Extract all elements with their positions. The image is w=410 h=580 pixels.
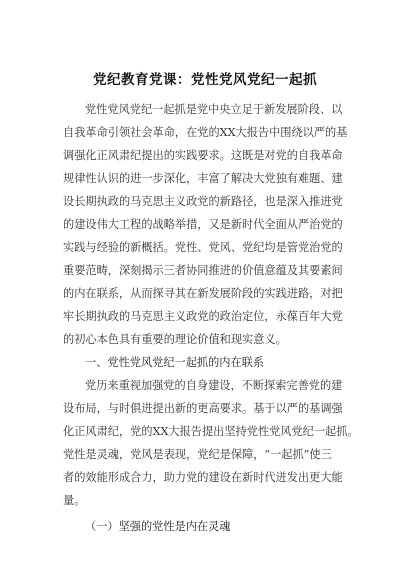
paragraph-line: 实践与经验的新概括。党性、党风、党纪均是管党治党的 xyxy=(63,241,343,254)
paragraph-line: 的初心本色具有重要的理论价值和现实意义。 xyxy=(63,333,287,346)
paragraph-line: 党历来重视加强党的自身建设，不断探索完善党的建 xyxy=(85,379,343,392)
paragraph-line: 自我革命引领社会革命，在党的XX大报告中围绕以严的基 xyxy=(63,126,348,139)
section-heading: 一、党性党风党纪一起抓的内在联系 xyxy=(85,356,265,369)
paragraph-line: 设长期执政的马克思主义政党的新路径，也是深入推进党 xyxy=(63,195,343,208)
paragraph-line: 设布局，与时俱进提出新的更高要求。基于以严的基调强 xyxy=(63,402,343,415)
paragraph-line: 牢长期执政的马克思主义政党的政治定位，永葆百年大党 xyxy=(63,310,343,323)
subsection-heading: （一）坚强的党性是内在灵魂 xyxy=(85,520,231,533)
paragraph-line: 的内在联系，从而探寻其在新发展阶段的实践进路，对把 xyxy=(63,287,343,300)
paragraph-line: 规律性认识的进一步深化，丰富了解决大党独有难题、建 xyxy=(63,172,343,185)
document-title: 党纪教育党课：党性党风党纪一起抓 xyxy=(93,72,317,88)
paragraph-line: 的建设伟大工程的战略举措，又是新时代全面从严治党的 xyxy=(63,218,343,231)
paragraph-line: 量。 xyxy=(63,494,86,507)
paragraph-line: 者的效能形成合力，助力党的建设在新时代迸发出更大能 xyxy=(63,471,343,484)
paragraph-line: 化正风肃纪，党的XX大报告提出坚持党性党风党纪一起抓。 xyxy=(63,425,359,438)
paragraph-line: 调强化正风肃纪提出的实践要求。这既是对党的自我革命 xyxy=(63,149,343,162)
paragraph-line: 党性是灵魂，党风是表现，党纪是保障，“一起抓”使三 xyxy=(63,448,332,461)
paragraph-line: 党性党风党纪一起抓是党中央立足于新发展阶段、以 xyxy=(85,103,343,116)
paragraph-line: 重要范畴，深刻揭示三者协同推进的价值意蕴及其要素间 xyxy=(63,264,343,277)
